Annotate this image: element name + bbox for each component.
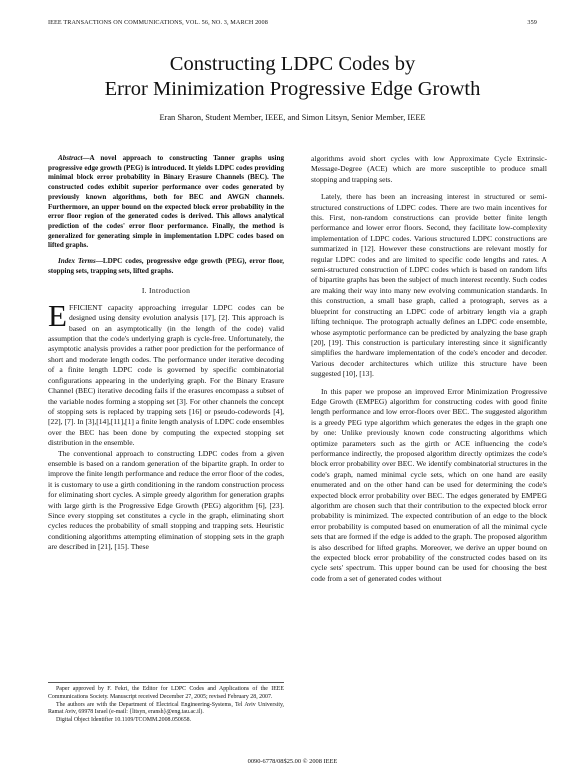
- running-head: [48, 19, 537, 26]
- abstract: [48, 154, 284, 251]
- intro-paragraph-1-text: capacity approaching irregular LDPC codes can be designed using density evolution analysis [17], [2]. This approach is based on an asymptotically (in the length of the code) valid assumption that the code's underlying graph is cycle-free. Unfortunately, the asymptotic analysis provides a rather poor prediction for the performance of short and moderate length codes. The performance under iterative decoding of a finite length LDPC code is governed by specific combinatorial configurations appearing in the underlying graph. For the Binary Erasure Channel (BEC) iterative decoding fails if the erasures encompass a subset of the variable nodes forming a stopping set [3]. For other channels the concept of stopping sets is replaced by trapping sets [16] or pseudo-codewords [4], [22], [7]. In [3],[14],[11],[1] a finite length analysis of LDPC code ensembles over the BEC has been done by computing the expected stopping set distribution in the ensemble.: [48, 302, 284, 448]
- right-paragraph-2: In this paper we propose an improved Error Minimization Progressive Edge Growth (EMPEG) algorithm for constructing codes with good finite length performance and low error-floors over BEC. The suggested algorithm is a greedy PEG type algorithm which generates the edges in the graph one by one: Unlike previously known code constructing algorithms which optimize parameters such as the girth or ACE influencing the code's performance indirectly, the proposed algorithm directly optimizes the code's block error probability over BEC. We identify combinatorial structures in the code's graph, named minimal cycle sets, which on one hand are easily enumerated and on the other hand can be used for determining the code's expected block error probability over BEC. The edges generated by EMPEG algorithm are chosen such that their contribution to the expected block error probability is minimized. The expected contribution of an edge to the block error probability is computed based on enumeration of all the minimal cycle sets that are formed if the edge is added to the graph. The proposed algorithm is also described for lifted graphs. Moreover, we derive an upper bound on the expected block error probability of the constructed codes based on its cycle sets' spectrum. This upper bound can be used for choosing the best code from a set of generated codes without: [311, 386, 547, 583]
- paper-title: [48, 52, 537, 102]
- intro-paragraph-2: The conventional approach to constructing LDPC codes from a given ensemble is based on a random generation of the bipartite graph. In order to improve the finite length performance and reduce the error floor of the codes, it is customary to use a girth conditioning in the random construction process for eliminating short cycles. A simple greedy algorithm for generation graphs with large girth is the Progressive Edge Growth (PEG) algorithm [6], [23]. Since every stopping set constitutes a cycle in the graph, eliminating short cycles reduces the probability of small stopping and trapping sets. Heuristic conditioning algorithms attempting elimination of stopping sets in the graph are described in [21], [15]. These: [48, 448, 284, 552]
- index-terms-text: —LDPC codes, progressive edge growth (PEG), error floor, stopping sets, trapping sets, lifted graphs.: [48, 257, 284, 275]
- title-line-1: Constructing LDPC Codes by: [169, 53, 416, 75]
- abstract-text: —A novel approach to constructing Tanner graphs using progressive edge growth (PEG) is introduced. It yields LDPC codes providing minimal block error probability in Binary Erasure Channels (BEC). The constructed codes exhibit superior performance over codes generated by previously known algorithms, both for BEC and AWGN channels. Furthermore, an upper bound on the expected block error probability in the error floor region of the generated codes is derived. This allows analytical prediction of the codes' error floor performance. Finally, the method is generalized for generating simple in implementation LDPC codes based on lifted graphs.: [48, 154, 284, 250]
- first-word: FFICIENT: [68, 302, 103, 312]
- author-list: Eran Sharon, Student Member, IEEE, and Simon Litsyn, Senior Member, IEEE: [159, 113, 426, 122]
- right-paragraph-1: Lately, there has been an increasing interest in structured or semi-structured constructions of LDPC codes. There are two main incentives for this. First, non-random constructions can provide better finite length performance and lower error floors. Second, they facilitate low-complexity implementation of LDPC codes. Various structured LDPC constructions are summarized in [12]. However these constructions are relevant mostly for regular LDPC codes and are limited to specific code lengths and rates. A semi-structured construction of LDPC codes which is based on random lifts of bipartite graphs has been the subject of much interest recently. Such codes are making their way into many new evolving communication standards. In this construction, a small base graph, called a protograph, serves as a blueprint for constructing an LDPC code of arbitrary length via a graph lifting technique. The protograph actually defines an LDPC code ensemble, whose asymptotic performance can be predicted by analyzing the base graph [20], [19]. This construction is particulary interesting since it significantly simplifies the hardware implementation of the code's encoder and decoder. Various decoder architectures which utilize this structure have been suggested [10], [13].: [311, 192, 547, 379]
- page-number: 359: [527, 19, 537, 26]
- drop-cap: E: [48, 297, 67, 333]
- footnote-affiliation: The authors are with the Department of Electrical Engineering-Systems, Tel Aviv University, Ramat Aviv, 69978 Israel (e-mail: {litsyn, eransh}@eng.tau.ac.il).: [48, 701, 284, 716]
- index-terms-label: Index Terms: [58, 257, 96, 266]
- section-heading-introduction: I. Introduction: [141, 286, 191, 296]
- title-line-2: Error Minimization Progressive Edge Growth: [104, 78, 481, 100]
- left-column: [48, 154, 284, 553]
- right-column: [311, 154, 547, 584]
- journal-name: IEEE TRANSACTIONS ON COMMUNICATIONS, VOL. 56, NO. 3, MARCH 2008: [48, 19, 268, 26]
- footnote-editor: Paper approved by F. Fekri, the Editor for LDPC Codes and Applications of the IEEE Communications Society. Manuscript received December 27, 2005; revised February 28, 2007.: [48, 686, 284, 700]
- intro-paragraph-1: [48, 297, 284, 449]
- copyright-line: 0090-6778/08$25.00 © 2008 IEEE: [247, 758, 338, 765]
- abstract-label: Abstract: [58, 154, 83, 162]
- right-paragraph-0: algorithms avoid short cycles with low Approximate Cycle Extrinsic-Message-Degree (ACE) which are more susceptible to produce small stopping and trapping sets.: [311, 154, 547, 184]
- footnote: [48, 682, 284, 725]
- footnote-doi: Digital Object Identifier 10.1109/TCOMM.2008.050658.: [56, 717, 192, 724]
- index-terms: [48, 257, 284, 276]
